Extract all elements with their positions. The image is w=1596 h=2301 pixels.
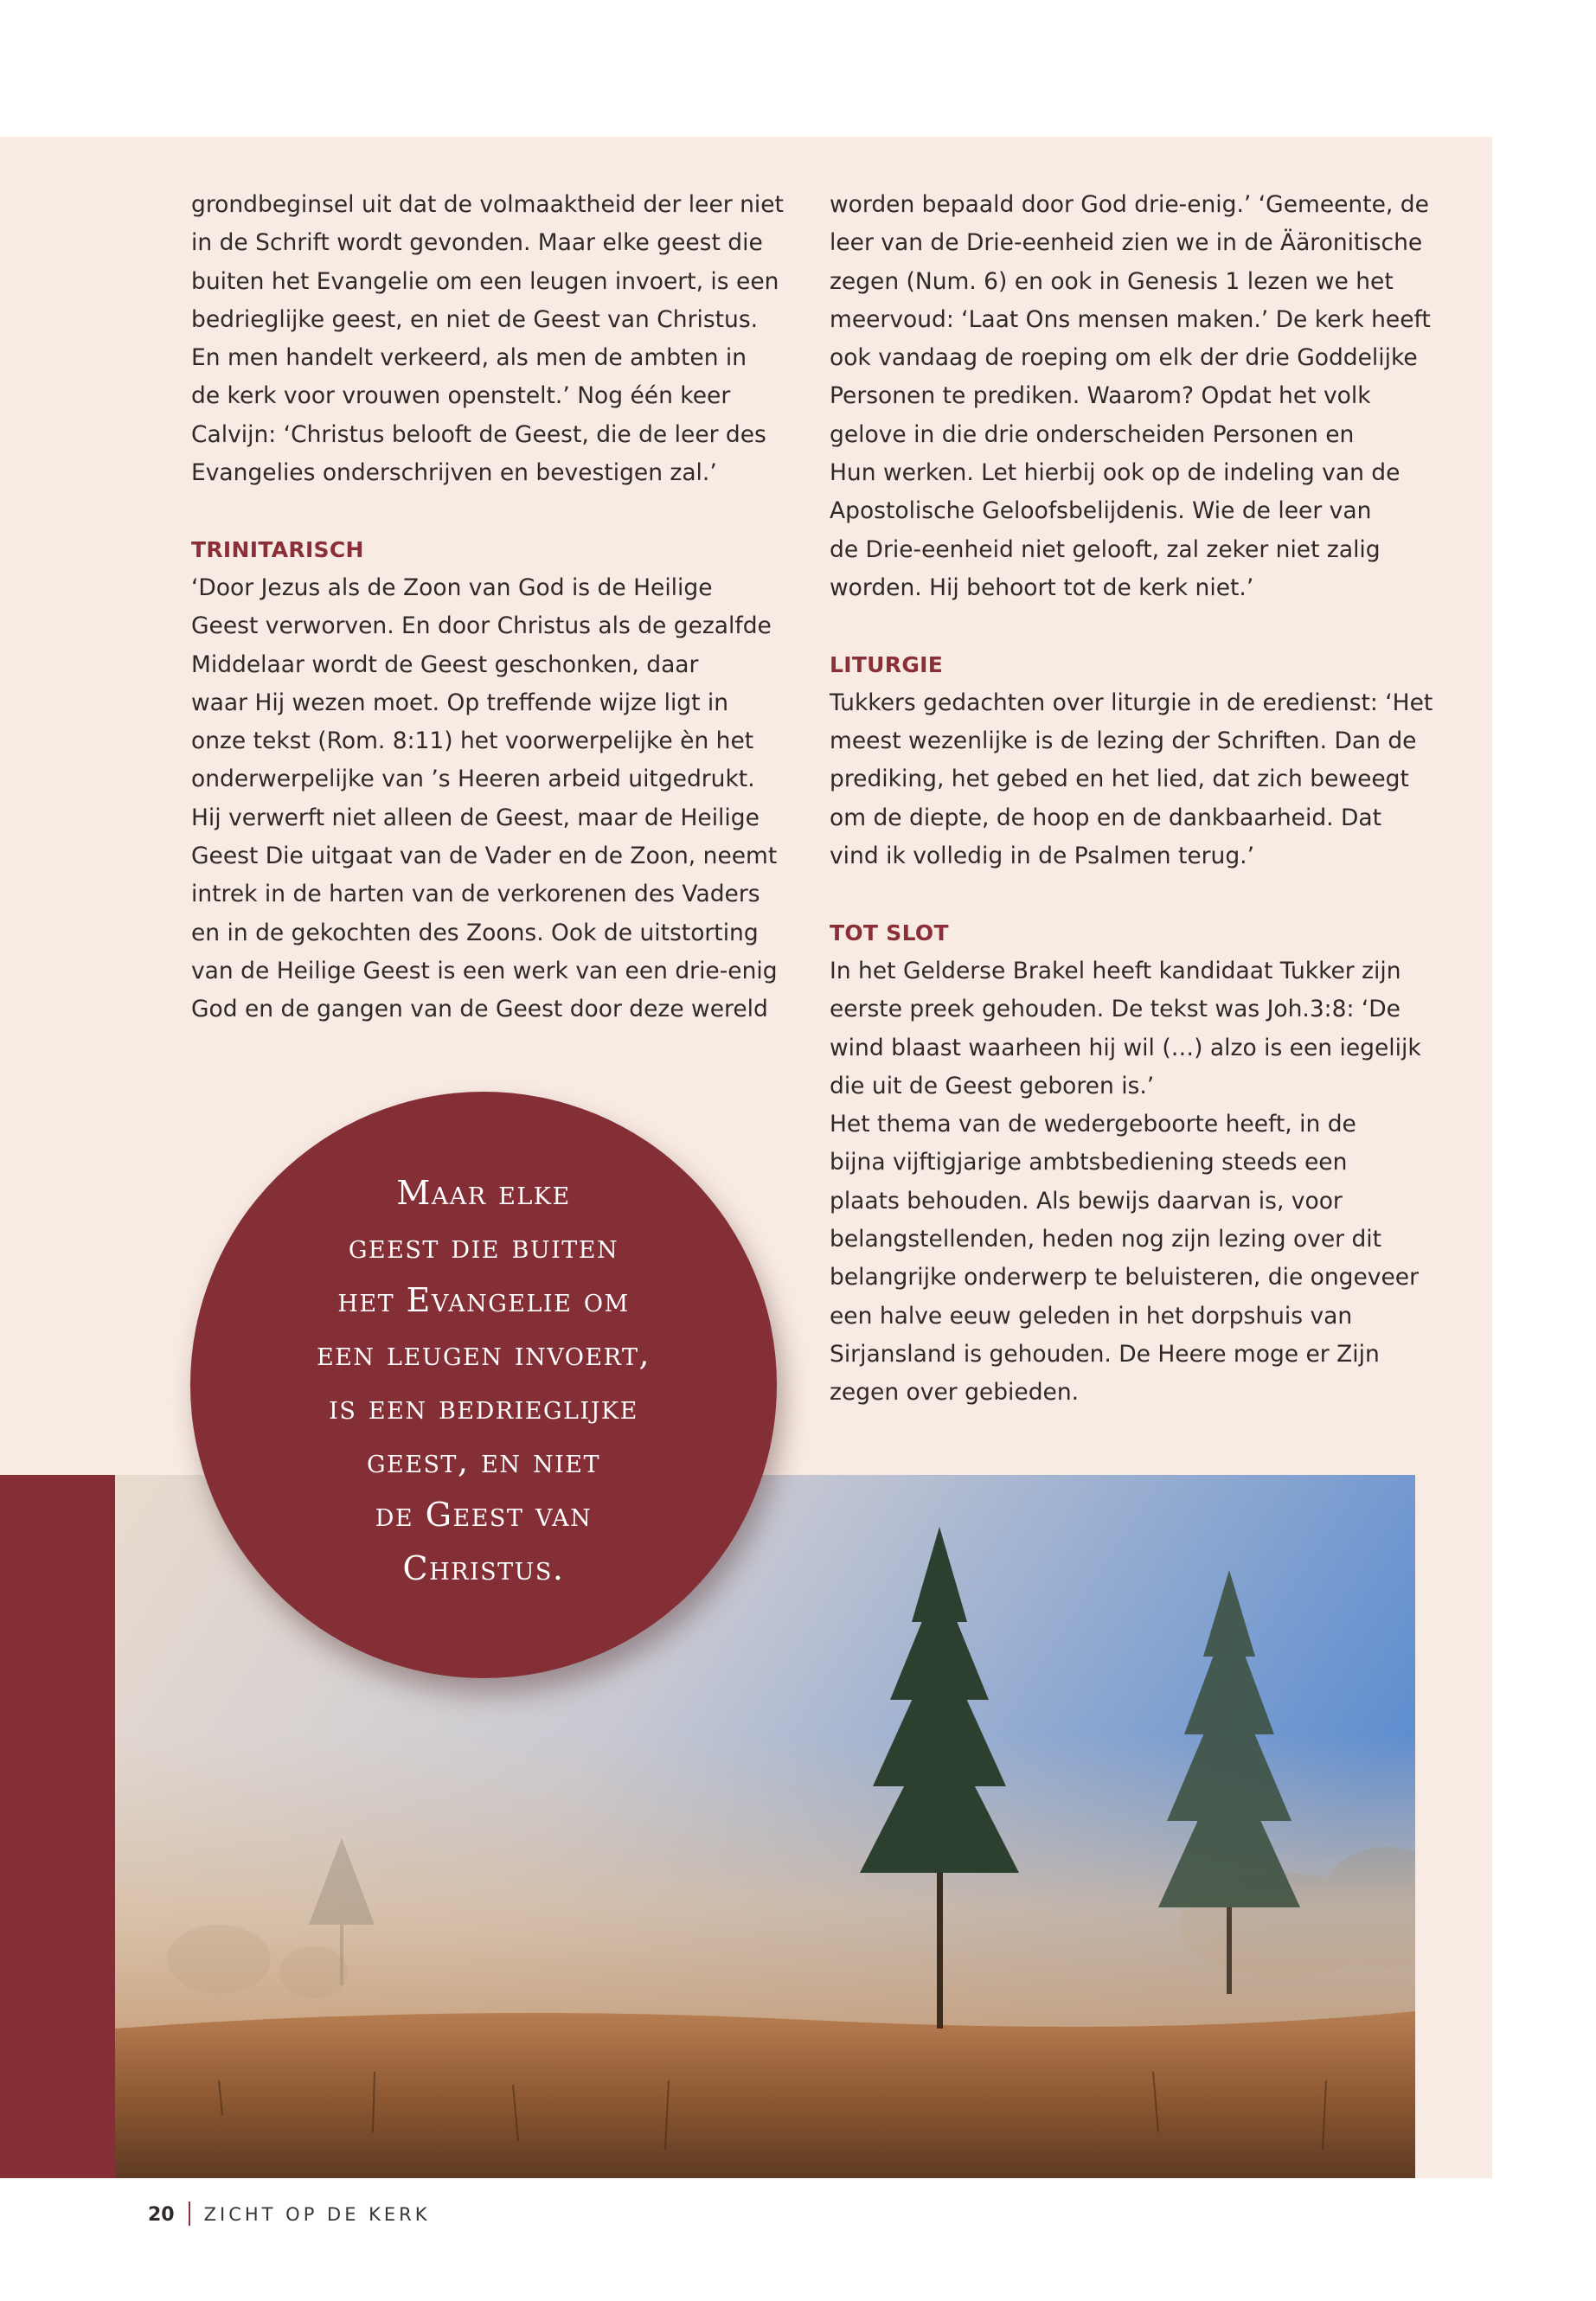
page-number: 20 — [148, 2204, 175, 2226]
text-line: Sirjansland is gehouden. De Heere moge er Zijn — [830, 1340, 1380, 1368]
text-line: En men handelt verkeerd, als men de ambten in — [191, 344, 747, 372]
paragraph-gap — [830, 607, 1433, 645]
text-line: Het thema van de wedergeboorte heeft, in de — [830, 1111, 1356, 1138]
text-line: de Drie-eenheid niet gelooft, zal zeker niet zalig — [830, 535, 1381, 563]
section-heading: LITURGIE — [830, 651, 944, 677]
text-line: bijna vijftigjarige ambtsbediening steeds een — [830, 1149, 1348, 1176]
pull-quote-text — [190, 1166, 777, 1595]
accent-band — [0, 1475, 115, 2178]
pull-quote-line: een leugen invoert, — [316, 1335, 651, 1373]
section-heading: TRINITARISCH — [191, 536, 364, 562]
pull-quote-circle — [190, 1092, 777, 1678]
text-line: meest wezenlijke is de lezing der Schriften. Dan de — [830, 727, 1417, 755]
text-line: buiten het Evangelie om een leugen invoert, is een — [191, 267, 779, 295]
text-line: intrek in de harten van de verkorenen des Vaders — [191, 881, 760, 908]
text-line: worden. Hij behoort tot de kerk niet.’ — [830, 574, 1254, 601]
section-heading: TOT SLOT — [830, 920, 949, 945]
text-line: zegen over gebieden. — [830, 1379, 1080, 1407]
text-line: zegen (Num. 6) en ook in Genesis 1 lezen we het — [830, 267, 1394, 295]
text-line: ook vandaag de roeping om elk der drie Goddelijke — [830, 344, 1418, 372]
text-line: Personen te prediken. Waarom? Opdat het volk — [830, 382, 1371, 410]
text-line: ‘Door Jezus als de Zoon van God is de Heilige — [191, 574, 713, 601]
paragraph-gap — [830, 875, 1433, 913]
text-line: worden bepaald door God drie-enig.’ ‘Gemeente, de — [830, 191, 1429, 218]
text-line: onderwerpelijke van ’s Heeren arbeid uitgedrukt. — [191, 766, 755, 793]
text-line: belangrijke onderwerp te beluisteren, die ongeveer — [830, 1264, 1419, 1292]
paragraph-gap — [191, 492, 784, 530]
text-line: eerste preek gehouden. De tekst was Joh.3:8: ‘De — [830, 996, 1401, 1023]
text-line: Hun werken. Let hierbij ook op de indeling van de — [830, 459, 1401, 487]
left-column — [191, 186, 784, 1029]
text-line: God en de gangen van de Geest door deze wereld — [191, 996, 768, 1023]
text-line: onze tekst (Rom. 8:11) het voorwerpelijke èn het — [191, 727, 754, 755]
text-line: gelove in die drie onderscheiden Personen en — [830, 420, 1355, 448]
text-line: Calvijn: ‘Christus belooft de Geest, die de leer des — [191, 420, 766, 448]
pull-quote-line: Christus. — [402, 1549, 565, 1587]
text-line: In het Gelderse Brakel heeft kandidaat Tukker zijn — [830, 957, 1401, 984]
text-line: Tukkers gedachten over liturgie in de eredienst: ‘Het — [830, 689, 1433, 716]
text-line: Evangelies onderschrijven en bevestigen zal.’ — [191, 459, 717, 487]
text-line: van de Heilige Geest is een werk van een drie-enig — [191, 957, 778, 984]
page-footer — [148, 2202, 431, 2228]
text-line: plaats behouden. Als bewijs daarvan is, voor — [830, 1187, 1343, 1215]
footer-separator — [189, 2202, 190, 2226]
pull-quote-line: het Evangelie om — [337, 1281, 630, 1319]
text-line: die uit de Geest geboren is.’ — [830, 1072, 1155, 1099]
text-line: Middelaar wordt de Geest geschonken, daar — [191, 651, 699, 678]
text-line: om de diepte, de hoop en de dankbaarheid. Dat — [830, 804, 1382, 831]
text-line: grondbeginsel uit dat de volmaaktheid der leer niet — [191, 191, 784, 218]
pull-quote-line: de Geest van — [375, 1496, 593, 1534]
pull-quote-line: geest, en niet — [366, 1442, 601, 1480]
text-line: Apostolische Geloofsbelijdenis. Wie de leer van — [830, 497, 1372, 525]
text-line: in de Schrift wordt gevonden. Maar elke geest die — [191, 229, 763, 257]
text-line: meervoud: ‘Laat Ons mensen maken.’ De kerk heeft — [830, 305, 1431, 333]
text-line: waar Hij wezen moet. Op treffende wijze ligt in — [191, 689, 729, 716]
text-line: wind blaast waarheen hij wil (…) alzo is een iegelijk — [830, 1034, 1421, 1061]
pull-quote-line: Maar elke — [396, 1174, 571, 1212]
text-line: leer van de Drie-eenheid zien we in de Ääronitische — [830, 229, 1423, 257]
pull-quote-line: geest die buiten — [348, 1227, 619, 1266]
text-line: belangstellenden, heden nog zijn lezing over dit — [830, 1226, 1382, 1253]
text-line: bedrieglijke geest, en niet de Geest van Christus. — [191, 305, 759, 333]
right-column — [830, 186, 1433, 1413]
text-line: de kerk voor vrouwen openstelt.’ Nog één keer — [191, 382, 731, 410]
text-line: en in de gekochten des Zoons. Ook de uitstorting — [191, 919, 759, 946]
text-line: Hij verwerft niet alleen de Geest, maar de Heilige — [191, 804, 760, 831]
text-line: vind ik volledig in de Psalmen terug.’ — [830, 843, 1255, 870]
magazine-title: ZICHT OP DE KERK — [203, 2204, 431, 2225]
pull-quote-line: is een bedrieglijke — [329, 1388, 638, 1426]
text-line: Geest Die uitgaat van de Vader en de Zoon, neemt — [191, 843, 778, 870]
text-line: een halve eeuw geleden in het dorpshuis van — [830, 1302, 1353, 1330]
text-line: Geest verworven. En door Christus als de gezalfde — [191, 612, 772, 640]
text-line: prediking, het gebed en het lied, dat zich beweegt — [830, 766, 1409, 793]
